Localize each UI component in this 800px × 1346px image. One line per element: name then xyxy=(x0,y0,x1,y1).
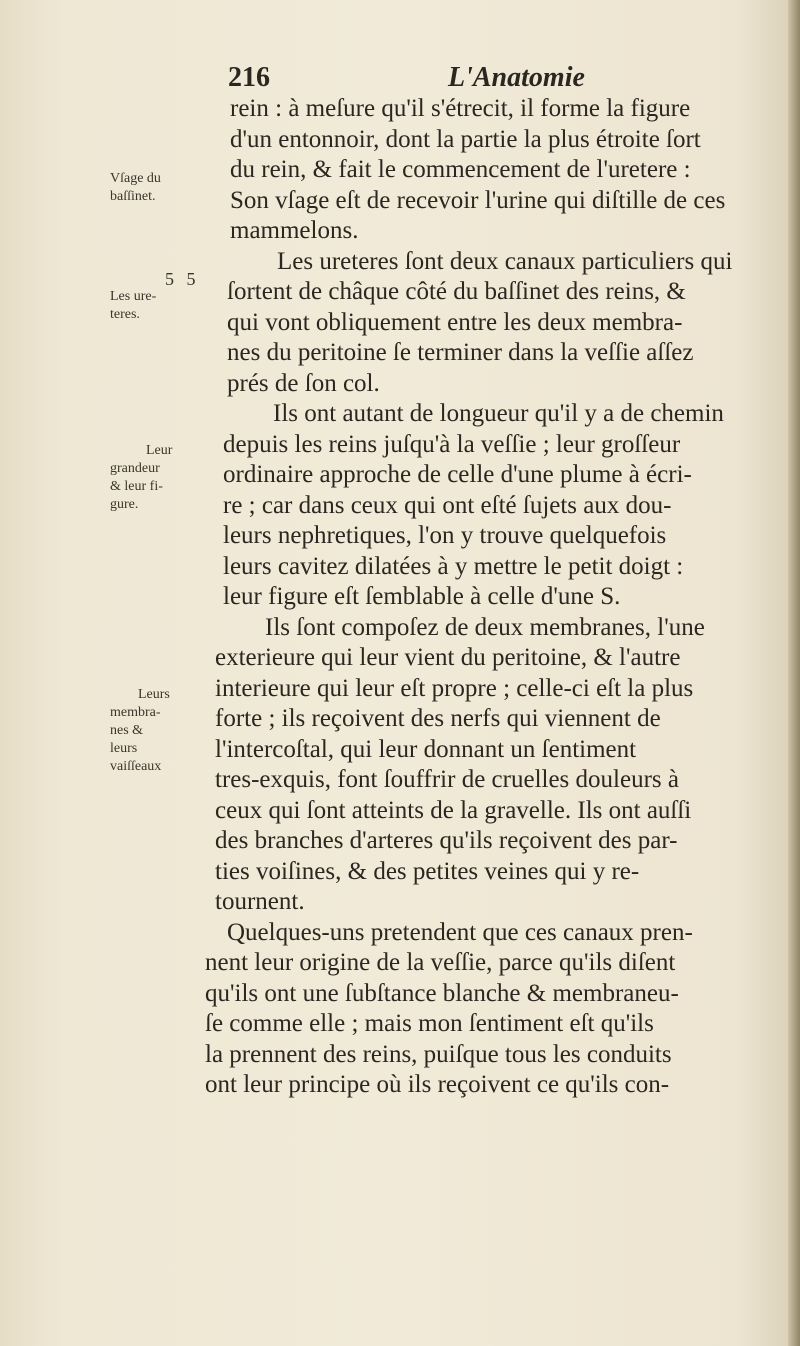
text-line: re ; car dans ceux qui ont eſté ſujets aux dou- xyxy=(223,491,672,519)
margin-note-line: grandeur xyxy=(110,461,160,476)
text-line: Les ureteres ſont deux canaux particuliers qui xyxy=(277,247,733,275)
text-line: la prennent des reins, puiſque tous les conduits xyxy=(205,1040,672,1068)
text-line: d'un entonnoir, dont la partie la plus étroite ſort xyxy=(230,125,701,153)
text-line: Son vſage eſt de recevoir l'urine qui diſtille de ces xyxy=(230,186,726,214)
margin-note-line: Leurs xyxy=(138,687,170,702)
body-text xyxy=(205,94,785,1101)
paragraph xyxy=(205,399,785,613)
text-line: mammelons. xyxy=(230,217,359,244)
margin-note-line: nes & xyxy=(110,723,144,738)
text-line: nes du peritoine ſe terminer dans la veſſie aſſez xyxy=(227,339,694,366)
text-line: des branches d'arteres qu'ils reçoivent des par- xyxy=(215,827,678,854)
text-line: forte ; ils reçoivent des nerfs qui viennent de xyxy=(215,705,661,732)
running-title: L'Anatomie xyxy=(448,62,585,93)
text-line: nent leur origine de la veſſie, parce qu'ils diſent xyxy=(205,949,676,976)
margin-note-line: leurs xyxy=(110,741,138,756)
text-line: ſortent de châque côté du baſſinet des reins, & xyxy=(227,278,686,305)
text-line: Ils ont autant de longueur qu'il y a de chemin xyxy=(273,400,724,427)
text-line: depuis les reins juſqu'à la veſſie ; leur groſſeur xyxy=(223,430,681,458)
text-line: leurs cavitez dilatées à y mettre le petit doigt : xyxy=(223,552,684,580)
section-mark: 5 5 xyxy=(165,269,200,289)
text-line: qu'ils ont une ſubſtance blanche & membraneu- xyxy=(205,979,679,1007)
text-line: qui vont obliquement entre les deux membra- xyxy=(227,308,683,336)
text-line: Quelques-uns pretendent que ces canaux pren- xyxy=(227,918,693,946)
text-line: du rein, & fait le commencement de l'uretere : xyxy=(230,156,691,183)
text-line: rein : à meſure qu'il s'étrecit, il forme la figure xyxy=(230,95,691,122)
paragraph xyxy=(205,94,785,247)
text-line: leur figure eſt ſemblable à celle d'une S. xyxy=(223,583,621,610)
text-line: l'intercoſtal, qui leur donnant un ſentiment xyxy=(215,735,637,763)
text-line: interieure qui leur eſt propre ; celle-ci eſt la plus xyxy=(215,674,694,702)
margin-note-line: gure. xyxy=(110,497,139,512)
text-line: ties voiſines, & des petites veines qui y re- xyxy=(215,857,640,885)
paragraph xyxy=(205,613,785,918)
text-line: tres-exquis, font ſouffrir de cruelles douleurs à xyxy=(215,766,679,793)
page-edge-shadow xyxy=(788,0,800,1346)
text-line: exterieure qui leur vient du peritoine, & l'autre xyxy=(215,644,681,671)
margin-note-line: & leur fi- xyxy=(110,479,163,494)
margin-note-line: Les ure- xyxy=(110,289,157,304)
text-line: prés de ſon col. xyxy=(227,369,380,397)
margin-note-line: baſſinet. xyxy=(110,189,156,204)
margin-note-line: Leur xyxy=(146,443,173,458)
margin-note-line: membra- xyxy=(110,705,161,720)
margin-note-line: vaiſſeaux xyxy=(110,759,162,774)
text-line: Ils ſont compoſez de deux membranes, l'une xyxy=(265,613,705,641)
text-line: leurs nephretiques, l'on y trouve quelquefois xyxy=(223,522,667,549)
page-number: 216 xyxy=(228,62,270,93)
text-line: ont leur principe où ils reçoivent ce qu'ils con- xyxy=(205,1071,670,1098)
text-line: ſe comme elle ; mais mon ſentiment eſt qu'ils xyxy=(205,1010,654,1037)
text-line: ceux qui ſont atteints de la gravelle. Ils ont auſſi xyxy=(215,796,692,824)
paragraph xyxy=(205,247,785,400)
page-header xyxy=(228,62,628,96)
text-line: tournent. xyxy=(215,888,305,915)
paragraph xyxy=(205,918,785,1101)
margin-note-line: Vſage du xyxy=(110,171,161,186)
margin-note-line: teres. xyxy=(110,307,140,322)
text-line: ordinaire approche de celle d'une plume à écri- xyxy=(223,461,692,488)
